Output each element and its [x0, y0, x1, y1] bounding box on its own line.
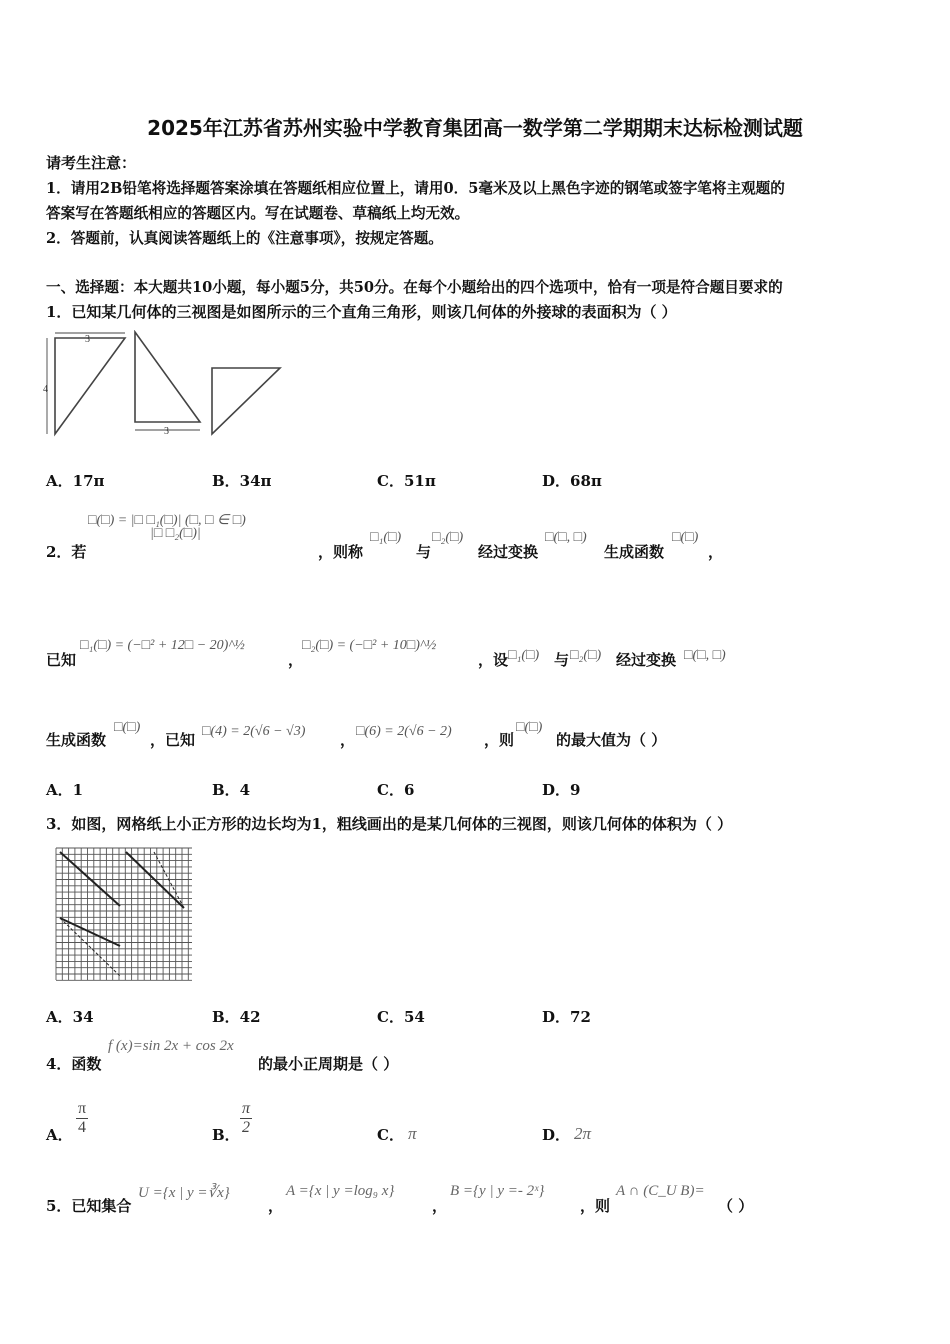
q2-with: 与	[416, 543, 432, 561]
q5-set-b: B ={y | y =- 2ˣ}	[450, 1183, 545, 1199]
q2-option-c[interactable]: C．6	[377, 781, 415, 799]
q2-line2-tail: 经过变换	[616, 651, 677, 669]
q2-formula-top: □(□) = |□ □₁(□)| (□, □ ∈ □)	[88, 513, 246, 528]
q2-line2-prefix: 已知	[46, 651, 77, 669]
q2-fx: □(□)	[672, 530, 699, 545]
q5-prefix: 5．已知集合	[46, 1197, 132, 1215]
q4-option-c-label[interactable]: C．	[377, 1126, 404, 1144]
q2-line3-prefix: 生成函数	[46, 731, 107, 749]
q2-line1-mid: ，则称	[318, 543, 364, 561]
q2-fxy-b: □(□, □)	[684, 648, 726, 663]
q4-option-a-den: 4	[78, 1119, 87, 1136]
q2-fx-b: □(□)	[114, 720, 141, 735]
q4-option-d-label[interactable]: D．	[542, 1126, 571, 1144]
notice-line-1b: 答案写在答题纸相应的答题区内。写在试题卷、草稿纸上均无效。	[46, 205, 470, 222]
q2-option-d[interactable]: D．9	[542, 781, 581, 799]
q1-option-d[interactable]: D．68π	[542, 472, 602, 490]
q2-f1-def: □₁(□) = (−□² + 12□ − 20)^½	[80, 638, 245, 653]
q2-fx-c: □(□)	[516, 720, 543, 735]
q1-option-c[interactable]: C．51π	[377, 472, 436, 490]
q1-option-b[interactable]: B．34π	[212, 472, 272, 490]
q2-option-a[interactable]: A．1	[46, 781, 84, 799]
q2-line2-mid: ，设	[478, 651, 509, 669]
notice-line-1: 1．请用2B铅笔将选择题答案涂填在答题纸相应位置上，请用0．5毫米及以上黑色字迹的钢笔或签字笔将主观题的	[46, 180, 785, 197]
q2-fxy: □(□, □)	[545, 530, 587, 545]
q2-sep: ，	[288, 651, 304, 669]
q2-option-b[interactable]: B．4	[212, 781, 251, 799]
q4-option-d-value[interactable]: 2π	[574, 1124, 592, 1143]
q4-option-b-label[interactable]: B．	[212, 1126, 240, 1144]
question-1-text: 1．已知某几何体的三视图是如图所示的三个直角三角形，则该几何体的外接球的表面积为（ ）	[46, 303, 677, 321]
q4-option-a-fraction[interactable]	[76, 1100, 88, 1137]
notice-line-2: 2．答题前，认真阅读答题纸上的《注意事项》，按规定答题。	[46, 230, 443, 247]
q4-option-b-den: 2	[242, 1119, 250, 1136]
q2-transform: 经过变换	[478, 543, 539, 561]
q2-line1-prefix: 2．若	[46, 543, 87, 561]
q2-f1-b: □₁(□)	[508, 648, 540, 663]
q2-f1: □₁(□)	[370, 530, 402, 545]
q3-option-b[interactable]: B．42	[212, 1008, 261, 1026]
q5-then: ，则	[580, 1197, 611, 1215]
q2-known: ，已知	[150, 731, 196, 749]
notice-heading: 请考生注意：	[46, 154, 137, 172]
q4-option-b-num: π	[242, 1100, 251, 1117]
q2-f2: □₂(□)	[432, 530, 464, 545]
q4-option-a-label[interactable]: A．	[46, 1126, 73, 1144]
q5-set-u: U ={x | y =∛x}	[138, 1185, 230, 1201]
q2-generate: 生成函数	[604, 543, 665, 561]
fig-label-bottom: 3	[164, 426, 169, 437]
q4-formula: f (x)=sin 2x + cos 2x	[108, 1038, 234, 1054]
section-heading: 一、选择题：本大题共10小题，每小题5分，共50分。在每个小题给出的四个选项中，恰有一项是符合题目要求的	[46, 279, 783, 296]
q2-cond2: □(6) = 2(√6 − 2)	[356, 724, 452, 739]
q2-sep2: ，	[340, 731, 356, 749]
q5-sep-2: ，	[432, 1197, 448, 1215]
q5-set-a: A ={x | y =log₉ x}	[286, 1183, 395, 1199]
q3-option-d[interactable]: D．72	[542, 1008, 591, 1026]
q2-then: ，则	[484, 731, 515, 749]
q2-f2-def: □₂(□) = (−□² + 10□)^½	[302, 638, 437, 653]
q4-option-c-value[interactable]: π	[408, 1124, 417, 1143]
q5-expression: A ∩ (C_U B)=	[616, 1183, 705, 1199]
q5-answer-paren: （ ）	[718, 1197, 754, 1215]
q4-option-a-num: π	[78, 1100, 87, 1117]
three-view-triangles-figure	[40, 330, 290, 442]
fig-label-top: 3	[85, 334, 90, 345]
q2-comma: ，	[708, 543, 724, 561]
grid-three-view-figure	[54, 846, 196, 984]
q4-suffix: 的最小正周期是（ ）	[258, 1055, 399, 1073]
q5-sep-1: ，	[268, 1197, 284, 1215]
q4-option-b-fraction[interactable]	[240, 1100, 252, 1137]
question-3-text: 3．如图，网格纸上小正方形的边长均为1，粗线画出的是某几何体的三视图，则该几何体的体积为（ ）	[46, 815, 733, 833]
q2-with-b: 与	[554, 651, 570, 669]
q2-f2-b: □₂(□)	[570, 648, 602, 663]
q2-cond1: □(4) = 2(√6 − √3)	[202, 724, 306, 739]
q2-formula-bottom: |□ □₂(□)|	[150, 526, 201, 541]
fig-label-left: 4	[43, 384, 48, 395]
q2-max: 的最大值为（ ）	[556, 731, 667, 749]
q4-prefix: 4．函数	[46, 1055, 102, 1073]
q3-option-a[interactable]: A．34	[46, 1008, 94, 1026]
page-title: 2025年江苏省苏州实验中学教育集团高一数学第二学期期末达标检测试题	[147, 116, 803, 140]
q3-option-c[interactable]: C．54	[377, 1008, 425, 1026]
q1-option-a[interactable]: A．17π	[46, 472, 105, 490]
